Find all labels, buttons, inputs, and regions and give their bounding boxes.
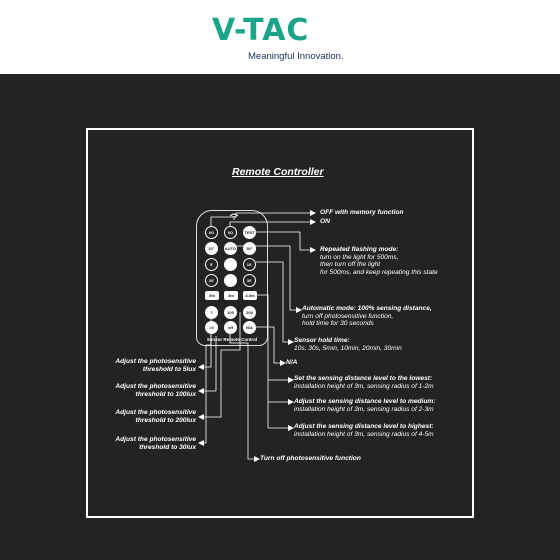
photosensitive-off-button[interactable]: off: [224, 321, 237, 334]
test-button[interactable]: TEST: [243, 226, 256, 239]
auto-button[interactable]: AUTO: [224, 242, 237, 255]
callout-auto: Automatic mode: 100% sensing distance, turn off photosensitive function, hold time for 30 seconds: [302, 305, 432, 328]
hold-30s-button[interactable]: 30": [243, 242, 256, 255]
callout-hold-time: Sensor hold time: 10s, 30s, 5min, 10min, 20min, 30min: [294, 337, 402, 352]
lux-100-button[interactable]: 100: [224, 306, 237, 319]
na-button[interactable]: N/A: [243, 321, 256, 334]
hold-5min-button[interactable]: 5': [205, 258, 218, 271]
callout-lux-5: Adjust the photosensitive threshold to 5lux: [115, 358, 196, 373]
distance-medium-button[interactable]: 3m: [224, 291, 238, 300]
lux-200-button[interactable]: 200: [243, 306, 256, 319]
hold-20min-button[interactable]: 20': [205, 274, 218, 287]
callout-lux-30: Adjust the photosensitive threshold to 30lux: [115, 436, 196, 451]
callout-off: OFF with memory function: [320, 209, 404, 216]
distance-low-button[interactable]: 5m: [205, 291, 219, 300]
brand-tagline: Meaningful Innovation.: [248, 51, 344, 62]
callout-distance-low: Set the sensing distance level to the lowest: installation height of 3m, sensing radius of 1-2m: [294, 375, 434, 390]
callout-lux-100: Adjust the photosensitive threshold to 100lux: [115, 383, 196, 398]
brand-logo: V-TAC: [212, 13, 310, 48]
off-button[interactable]: I/O: [205, 226, 218, 239]
callout-photosensitive-off: Turn off photosensitive function: [260, 455, 361, 462]
hold-10min-button[interactable]: 10': [243, 258, 256, 271]
callout-flashing: Repeated flashing mode: turn on the light for 500ms, then turn off the light for 500ms, and keep repeating this state: [320, 246, 438, 276]
on-button[interactable]: I/O: [224, 226, 237, 239]
callout-on: ON: [320, 218, 330, 225]
callout-na: N/A: [286, 359, 298, 366]
lux-5-button[interactable]: 5: [205, 306, 218, 319]
hold-10s-button[interactable]: 10": [205, 242, 218, 255]
remote-label: Sensor Remote Control: [206, 337, 258, 342]
callout-lux-200: Adjust the photosensitive threshold to 200lux: [115, 409, 196, 424]
lux-30-button[interactable]: 30: [205, 321, 218, 334]
callout-distance-medium: Adjust the sensing distance level to medium: installation height of 3m, sensing radius of 2-3m: [294, 398, 436, 413]
hold-30min-button[interactable]: 30': [243, 274, 256, 287]
distance-high-button[interactable]: 4-5m: [243, 291, 257, 300]
diagram-title: Remote Controller: [232, 166, 324, 178]
callout-distance-high: Adjust the sensing distance level to highest: installation height of 3m, sensing radius of 4-5m: [294, 423, 434, 438]
